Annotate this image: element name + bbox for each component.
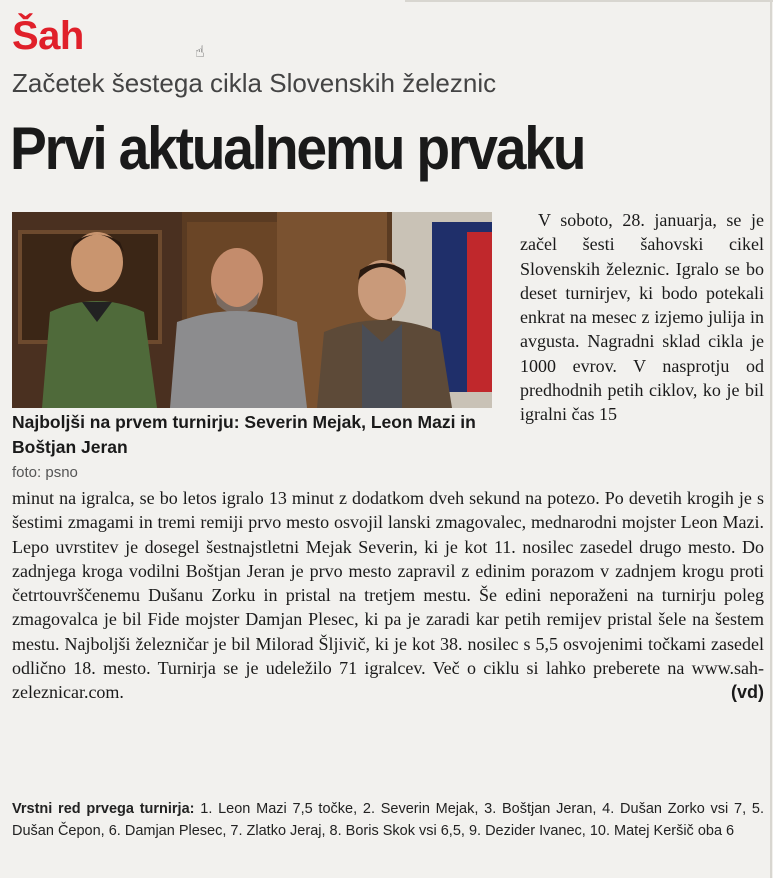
article-lead-paragraph: V soboto, 28. januarja, se je začel šesti šahovski cikel Slovenskih železnic. Igralo se bo deset turnirjev, ki bodo potekali enkrat na mesec z izjemo julija in avgusta. Nagradni sklad cikla je 1000 evrov. V nasprotju od predhodnih petih ciklov, ko je bil igralni čas 15 [520, 210, 764, 425]
article-photo [12, 212, 492, 408]
results-label: Vrstni red prvega turnirja: [12, 801, 195, 817]
article-body-continued [12, 486, 764, 705]
photo-credit: foto: psno [12, 464, 78, 481]
section-title: Šah [12, 14, 84, 58]
results-text: 1. Leon Mazi 7,5 točke, 2. Severin Mejak, 3. Boštjan Jeran, 4. Dušan Zorko vsi 7, 5. Dušan Čepon, 6. Damjan Plesec, 7. Zlatko Jeraj, 8. Boris Skok vsi 6,5, 9. Dezider Ivanec, 10. Matej Keršič oba 6 [12, 801, 764, 839]
results-box [12, 798, 764, 842]
author-initials: (vd) [731, 682, 764, 703]
article-body-text: minut na igralca, se bo letos igralo 13 minut z dodatkom dveh sekund na potezo. Po devetih krogih je s šestimi zmagami in tremi remiji prvo mesto osvojil lanski zmagovalec, mednarodni mojster Leon Mazi. Lepo uvrstitev je dosegel šestnajstletni Mejak Severin, ki je kot 11. nosilec zasedel drugo mesto. Do zadnjega kroga vodilni Boštjan Jeran je prvo mesto zapravil z edinim porazom v zadnjem krogu proti četrtouvrščenemu Dušanu Zorku in pristal na tretjem mestu. Še edini neporaženi na turnirju poleg zmagovalca je bil Fide mojster Damjan Plesec, ki pa je zaradi kar petih remijev pristal šele na šestem mestu. Najboljši železničar je bil Milorad Šljivič, ki je kot 38. nosilec s 5,5 osvojenimi točkami zasedel odlično 18. mesto. Turnirja se je udeležilo 71 igralcev. Več o ciklu si lahko preberete na www.sah-zeleznicar.com. [12, 488, 764, 703]
hand-cursor-icon: ☝ [195, 42, 205, 61]
article-headline: Prvi aktualnemu prvaku [10, 115, 585, 182]
photo-illustration [12, 212, 492, 408]
photo-caption: Najboljši na prvem turnirju: Severin Mejak, Leon Mazi in Boštjan Jeran [12, 412, 476, 457]
article-subtitle: Začetek šestega cikla Slovenskih železnic [12, 68, 497, 98]
page-right-rule [770, 0, 772, 878]
page-top-rule [405, 0, 773, 2]
article-body-column [520, 208, 764, 427]
